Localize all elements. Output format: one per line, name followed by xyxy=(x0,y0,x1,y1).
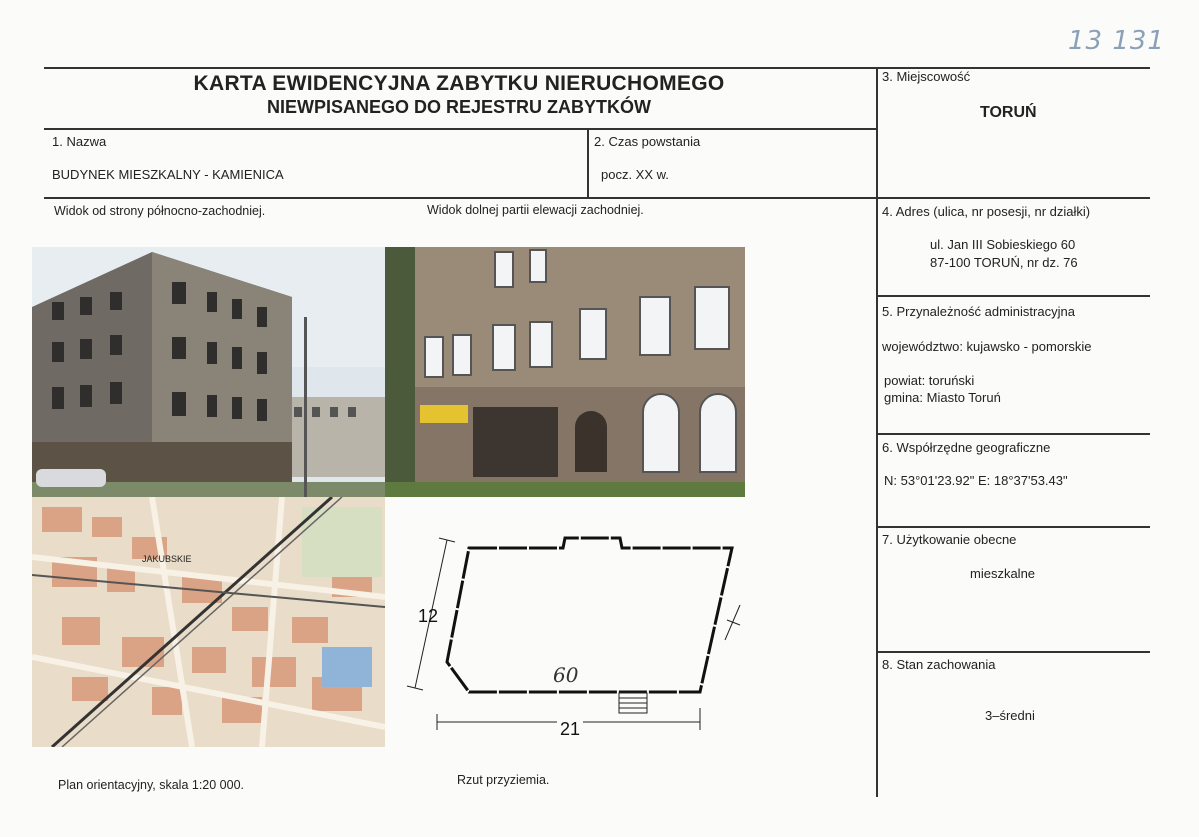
orientation-map xyxy=(32,497,385,747)
plan-caption: Rzut przyziemia. xyxy=(457,773,550,787)
field-county: powiat: toruński xyxy=(884,373,975,388)
plan-dimension-bottom: 21 xyxy=(557,719,583,740)
field-address-label: 4. Adres (ulica, nr posesji, nr działki) xyxy=(882,204,1091,219)
inventory-number: 13 131 xyxy=(1068,26,1165,56)
title-divider xyxy=(44,128,878,130)
field-coords-value: N: 53°01'23.92" E: 18°37'53.43" xyxy=(884,473,1068,488)
field-place-label: 3. Miejscowość xyxy=(882,69,971,84)
map-caption: Plan orientacyjny, skala 1:20 000. xyxy=(58,778,244,792)
field-condition-value: 3–średni xyxy=(985,708,1035,723)
divider-8 xyxy=(876,651,1150,653)
field-name-label: 1. Nazwa xyxy=(52,134,107,149)
field-name-value: BUDYNEK MIESZKALNY - KAMIENICA xyxy=(52,167,284,182)
card-title: KARTA EWIDENCYJNA ZABYTKU NIERUCHOMEGO xyxy=(193,72,725,95)
plan-dimension-left: 12 xyxy=(418,606,439,626)
plot-number: 60 xyxy=(553,663,579,687)
field-admin-label: 5. Przynależność administracyjna xyxy=(882,304,1075,319)
divider-6 xyxy=(876,433,1150,435)
top-border xyxy=(44,67,1150,69)
right-column-border xyxy=(876,67,878,797)
field-date-label: 2. Czas powstania xyxy=(594,134,701,149)
divider-7 xyxy=(876,526,1150,528)
field-place-value: TORUŃ xyxy=(980,104,1037,121)
field-usage-label: 7. Użytkowanie obecne xyxy=(882,532,1017,547)
photo2-caption: Widok dolnej partii elewacji zachodniej. xyxy=(427,203,644,217)
field-address-line1: ul. Jan III Sobieskiego 60 xyxy=(930,237,1076,252)
field-address-line2: 87-100 TORUŃ, nr dz. 76 xyxy=(930,255,1078,270)
divider-5 xyxy=(876,295,1150,297)
photo-northwest-view xyxy=(32,247,385,497)
field-coords-label: 6. Współrzędne geograficzne xyxy=(882,440,1051,455)
field-commune: gmina: Miasto Toruń xyxy=(884,390,1001,405)
section-divider xyxy=(44,197,1150,199)
field-voivodeship: województwo: kujawsko - pomorskie xyxy=(882,339,1092,354)
photo1-caption: Widok od strony północno-zachodniej. xyxy=(54,204,266,218)
card-subtitle: NIEWPISANEGO DO REJESTRU ZABYTKÓW xyxy=(266,97,652,117)
photo-west-facade xyxy=(385,247,745,497)
name-date-divider xyxy=(587,128,589,198)
field-condition-label: 8. Stan zachowania xyxy=(882,657,996,672)
field-date-value: pocz. XX w. xyxy=(601,167,669,182)
field-usage-value: mieszkalne xyxy=(970,566,1036,581)
map-district-label: JAKUBSKIE xyxy=(142,554,192,564)
